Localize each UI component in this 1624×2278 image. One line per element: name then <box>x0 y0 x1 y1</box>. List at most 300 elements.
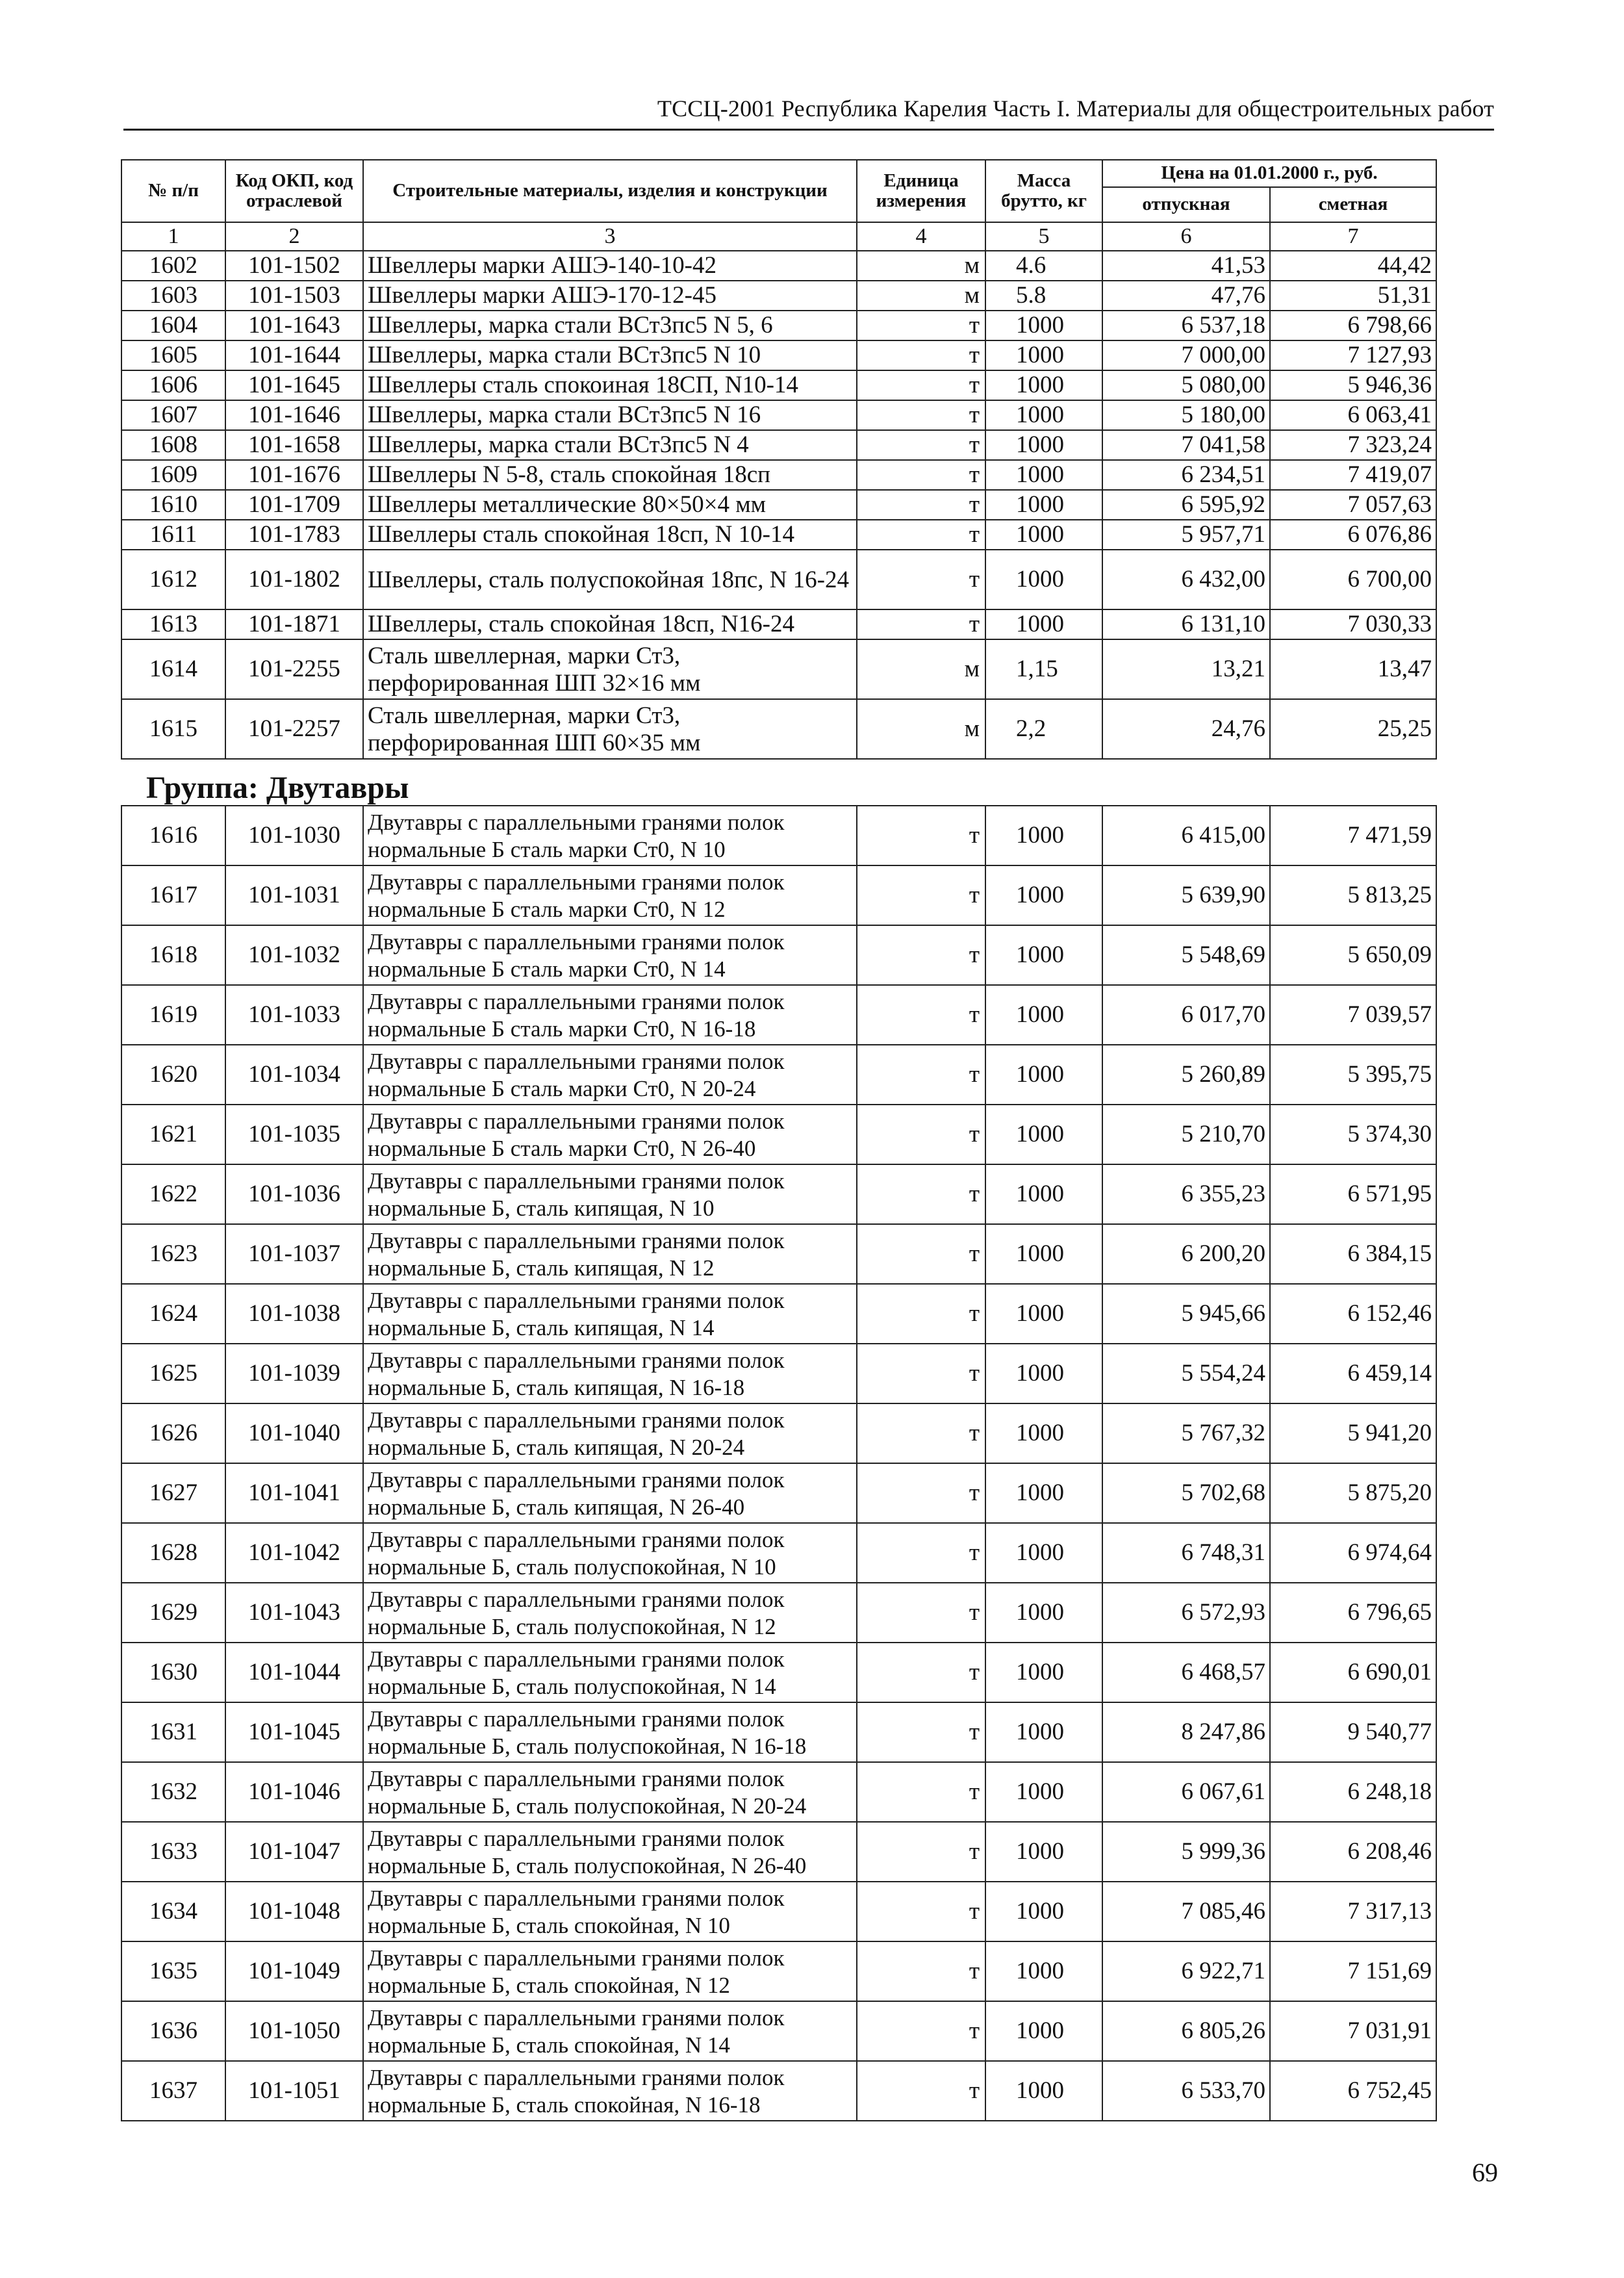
row-number: 1626 <box>121 1403 225 1463</box>
unit: т <box>857 490 985 520</box>
price-estimate: 6 700,00 <box>1270 550 1436 609</box>
row-number: 1602 <box>121 251 225 281</box>
unit: т <box>857 1105 985 1164</box>
gross-mass: 1000 <box>985 1344 1102 1403</box>
column-index: 3 <box>363 222 857 251</box>
materials-table <box>121 159 1437 2121</box>
unit: т <box>857 985 985 1045</box>
unit: т <box>857 1224 985 1284</box>
price-release: 5 260,89 <box>1102 1045 1270 1105</box>
price-release: 5 180,00 <box>1102 400 1270 430</box>
unit: т <box>857 340 985 370</box>
row-number: 1620 <box>121 1045 225 1105</box>
price-estimate: 44,42 <box>1270 251 1436 281</box>
okp-code: 101-1643 <box>225 311 363 340</box>
price-estimate: 5 875,20 <box>1270 1463 1436 1523</box>
price-estimate: 6 076,86 <box>1270 520 1436 550</box>
okp-code: 101-1041 <box>225 1463 363 1523</box>
gross-mass: 1000 <box>985 370 1102 400</box>
group-row <box>121 759 1436 806</box>
table-row <box>121 1702 1436 1762</box>
okp-code: 101-1039 <box>225 1344 363 1403</box>
material-name: Сталь швеллерная, марки Ст3, перфорированная ШП 60×35 мм <box>363 699 857 759</box>
okp-code: 101-2255 <box>225 639 363 699</box>
material-name: Двутавры с параллельными гранями полок нормальные Б, сталь кипящая, N 10 <box>363 1164 857 1224</box>
channel-rows <box>121 251 1436 759</box>
okp-code: 101-1871 <box>225 609 363 639</box>
price-estimate: 7 031,91 <box>1270 2001 1436 2061</box>
price-estimate: 6 248,18 <box>1270 1762 1436 1822</box>
price-release: 5 639,90 <box>1102 865 1270 925</box>
header-price: Цена на 01.01.2000 г., руб. <box>1102 160 1436 187</box>
gross-mass: 1000 <box>985 1882 1102 1941</box>
gross-mass: 1000 <box>985 1523 1102 1583</box>
column-index: 6 <box>1102 222 1270 251</box>
gross-mass: 4.6 <box>985 251 1102 281</box>
gross-mass: 1000 <box>985 1822 1102 1882</box>
unit: т <box>857 925 985 985</box>
table-row <box>121 490 1436 520</box>
price-release: 6 537,18 <box>1102 311 1270 340</box>
price-release: 5 945,66 <box>1102 1284 1270 1344</box>
price-estimate: 7 151,69 <box>1270 1941 1436 2001</box>
okp-code: 101-1646 <box>225 400 363 430</box>
gross-mass: 1000 <box>985 1941 1102 2001</box>
price-estimate: 7 323,24 <box>1270 430 1436 460</box>
okp-code: 101-1783 <box>225 520 363 550</box>
okp-code: 101-1047 <box>225 1822 363 1882</box>
price-release: 6 355,23 <box>1102 1164 1270 1224</box>
table-row <box>121 281 1436 311</box>
okp-code: 101-1030 <box>225 806 363 865</box>
gross-mass: 2,2 <box>985 699 1102 759</box>
okp-code: 101-1038 <box>225 1284 363 1344</box>
page-number: 69 <box>1472 2158 1498 2187</box>
table-row <box>121 550 1436 609</box>
price-release: 5 767,32 <box>1102 1403 1270 1463</box>
material-name: Двутавры с параллельными гранями полок нормальные Б, сталь кипящая, N 14 <box>363 1284 857 1344</box>
material-name: Швеллеры, марка стали ВСт3пс5 N 10 <box>363 340 857 370</box>
table-row <box>121 370 1436 400</box>
table-row <box>121 985 1436 1045</box>
column-index: 1 <box>121 222 225 251</box>
price-release: 6 595,92 <box>1102 490 1270 520</box>
row-number: 1621 <box>121 1105 225 1164</box>
table-row <box>121 1583 1436 1643</box>
price-estimate: 13,47 <box>1270 639 1436 699</box>
table-row <box>121 520 1436 550</box>
gross-mass: 1000 <box>985 400 1102 430</box>
header-name: Строительные материалы, изделия и конструкции <box>363 160 857 222</box>
price-estimate: 7 039,57 <box>1270 985 1436 1045</box>
header-unit: Единица измерения <box>857 160 985 222</box>
row-number: 1614 <box>121 639 225 699</box>
price-estimate: 6 690,01 <box>1270 1643 1436 1702</box>
material-name: Двутавры с параллельными гранями полок нормальные Б, сталь кипящая, N 16-18 <box>363 1344 857 1403</box>
group-title: Группа: Двутавры <box>121 759 1436 806</box>
price-estimate: 7 317,13 <box>1270 1882 1436 1941</box>
ibeam-rows <box>121 806 1436 2121</box>
material-name: Двутавры с параллельными гранями полок нормальные Б сталь марки Ст0, N 20-24 <box>363 1045 857 1105</box>
material-name: Двутавры с параллельными гранями полок нормальные Б, сталь полуспокойная, N 12 <box>363 1583 857 1643</box>
okp-code: 101-1044 <box>225 1643 363 1702</box>
table-row <box>121 1523 1436 1583</box>
okp-code: 101-1045 <box>225 1702 363 1762</box>
okp-code: 101-1046 <box>225 1762 363 1822</box>
material-name: Швеллеры, марка стали ВСт3пс5 N 5, 6 <box>363 311 857 340</box>
row-number: 1608 <box>121 430 225 460</box>
price-release: 6 200,20 <box>1102 1224 1270 1284</box>
gross-mass: 1000 <box>985 609 1102 639</box>
price-release: 5 548,69 <box>1102 925 1270 985</box>
price-estimate: 5 374,30 <box>1270 1105 1436 1164</box>
price-release: 5 702,68 <box>1102 1463 1270 1523</box>
material-name: Сталь швеллерная, марки Ст3, перфорированная ШП 32×16 мм <box>363 639 857 699</box>
gross-mass: 5.8 <box>985 281 1102 311</box>
okp-code: 101-1033 <box>225 985 363 1045</box>
price-release: 13,21 <box>1102 639 1270 699</box>
gross-mass: 1000 <box>985 865 1102 925</box>
header-price-release: отпускная <box>1102 187 1270 222</box>
table-row <box>121 1882 1436 1941</box>
row-number: 1622 <box>121 1164 225 1224</box>
table-row <box>121 2001 1436 2061</box>
unit: т <box>857 550 985 609</box>
gross-mass: 1000 <box>985 1284 1102 1344</box>
price-release: 6 922,71 <box>1102 1941 1270 2001</box>
okp-code: 101-1050 <box>225 2001 363 2061</box>
price-estimate: 5 946,36 <box>1270 370 1436 400</box>
document-title: ТССЦ-2001 Республика Карелия Часть I. Материалы для общестроительных работ <box>657 96 1494 122</box>
material-name: Двутавры с параллельными гранями полок нормальные Б, сталь полуспокойная, N 14 <box>363 1643 857 1702</box>
price-estimate: 6 752,45 <box>1270 2061 1436 2121</box>
material-name: Швеллеры металлические 80×50×4 мм <box>363 490 857 520</box>
table-row <box>121 1941 1436 2001</box>
unit: т <box>857 1882 985 1941</box>
unit: т <box>857 1822 985 1882</box>
row-number: 1612 <box>121 550 225 609</box>
price-release: 6 533,70 <box>1102 2061 1270 2121</box>
table-row <box>121 400 1436 430</box>
table-row <box>121 1403 1436 1463</box>
gross-mass: 1000 <box>985 550 1102 609</box>
unit: т <box>857 806 985 865</box>
table-row <box>121 1164 1436 1224</box>
okp-code: 101-1031 <box>225 865 363 925</box>
row-number: 1610 <box>121 490 225 520</box>
material-name: Двутавры с параллельными гранями полок нормальные Б сталь марки Ст0, N 10 <box>363 806 857 865</box>
unit: т <box>857 430 985 460</box>
material-name: Двутавры с параллельными гранями полок нормальные Б, сталь спокойная, N 16-18 <box>363 2061 857 2121</box>
table-row <box>121 865 1436 925</box>
price-estimate: 6 974,64 <box>1270 1523 1436 1583</box>
price-estimate: 6 796,65 <box>1270 1583 1436 1643</box>
price-estimate: 6 208,46 <box>1270 1822 1436 1882</box>
column-index: 5 <box>985 222 1102 251</box>
price-release: 6 805,26 <box>1102 2001 1270 2061</box>
okp-code: 101-1040 <box>225 1403 363 1463</box>
price-estimate: 6 798,66 <box>1270 311 1436 340</box>
row-number: 1611 <box>121 520 225 550</box>
price-release: 6 415,00 <box>1102 806 1270 865</box>
table-row <box>121 1105 1436 1164</box>
okp-code: 101-1802 <box>225 550 363 609</box>
gross-mass: 1000 <box>985 460 1102 490</box>
unit: т <box>857 1523 985 1583</box>
table-row <box>121 1762 1436 1822</box>
row-number: 1624 <box>121 1284 225 1344</box>
price-estimate: 5 395,75 <box>1270 1045 1436 1105</box>
okp-code: 101-1645 <box>225 370 363 400</box>
gross-mass: 1000 <box>985 1702 1102 1762</box>
material-name: Швеллеры сталь спокойная 18сп, N 10-14 <box>363 520 857 550</box>
price-release: 5 080,00 <box>1102 370 1270 400</box>
price-estimate: 7 057,63 <box>1270 490 1436 520</box>
okp-code: 101-2257 <box>225 699 363 759</box>
gross-mass: 1000 <box>985 2061 1102 2121</box>
price-estimate: 7 419,07 <box>1270 460 1436 490</box>
row-number: 1605 <box>121 340 225 370</box>
gross-mass: 1000 <box>985 430 1102 460</box>
gross-mass: 1000 <box>985 1164 1102 1224</box>
unit: т <box>857 370 985 400</box>
price-estimate: 6 152,46 <box>1270 1284 1436 1344</box>
price-release: 7 085,46 <box>1102 1882 1270 1941</box>
price-release: 7 041,58 <box>1102 430 1270 460</box>
material-name: Двутавры с параллельными гранями полок нормальные Б, сталь спокойная, N 12 <box>363 1941 857 2001</box>
row-number: 1625 <box>121 1344 225 1403</box>
table-row <box>121 925 1436 985</box>
table-row <box>121 1224 1436 1284</box>
price-estimate: 5 650,09 <box>1270 925 1436 985</box>
gross-mass: 1000 <box>985 340 1102 370</box>
unit: т <box>857 311 985 340</box>
price-estimate: 6 459,14 <box>1270 1344 1436 1403</box>
column-index: 2 <box>225 222 363 251</box>
row-number: 1604 <box>121 311 225 340</box>
row-number: 1617 <box>121 865 225 925</box>
okp-code: 101-1644 <box>225 340 363 370</box>
unit: т <box>857 2061 985 2121</box>
row-number: 1616 <box>121 806 225 865</box>
row-number: 1631 <box>121 1702 225 1762</box>
row-number: 1609 <box>121 460 225 490</box>
table-header-row <box>121 160 1436 187</box>
gross-mass: 1000 <box>985 806 1102 865</box>
table-row <box>121 1463 1436 1523</box>
row-number: 1613 <box>121 609 225 639</box>
table-row <box>121 2061 1436 2121</box>
table-row <box>121 1045 1436 1105</box>
table-row <box>121 311 1436 340</box>
price-release: 24,76 <box>1102 699 1270 759</box>
price-estimate: 7 471,59 <box>1270 806 1436 865</box>
okp-code: 101-1503 <box>225 281 363 311</box>
unit: т <box>857 1284 985 1344</box>
okp-code: 101-1676 <box>225 460 363 490</box>
column-index: 4 <box>857 222 985 251</box>
unit: т <box>857 1463 985 1523</box>
price-release: 6 748,31 <box>1102 1523 1270 1583</box>
okp-code: 101-1709 <box>225 490 363 520</box>
gross-mass: 1000 <box>985 311 1102 340</box>
header-price-estimate: сметная <box>1270 187 1436 222</box>
material-name: Двутавры с параллельными гранями полок нормальные Б сталь марки Ст0, N 12 <box>363 865 857 925</box>
unit: т <box>857 1762 985 1822</box>
unit: т <box>857 1702 985 1762</box>
okp-code: 101-1502 <box>225 251 363 281</box>
gross-mass: 1000 <box>985 1643 1102 1702</box>
price-estimate: 9 540,77 <box>1270 1702 1436 1762</box>
unit: т <box>857 1643 985 1702</box>
okp-code: 101-1032 <box>225 925 363 985</box>
row-number: 1623 <box>121 1224 225 1284</box>
gross-mass: 1000 <box>985 1045 1102 1105</box>
unit: т <box>857 1941 985 2001</box>
price-estimate: 5 941,20 <box>1270 1403 1436 1463</box>
okp-code: 101-1034 <box>225 1045 363 1105</box>
material-name: Швеллеры, сталь спокойная 18сп, N16-24 <box>363 609 857 639</box>
price-release: 8 247,86 <box>1102 1702 1270 1762</box>
price-release: 5 210,70 <box>1102 1105 1270 1164</box>
row-number: 1603 <box>121 281 225 311</box>
row-number: 1634 <box>121 1882 225 1941</box>
unit: м <box>857 639 985 699</box>
unit: т <box>857 1045 985 1105</box>
gross-mass: 1000 <box>985 985 1102 1045</box>
okp-code: 101-1049 <box>225 1941 363 2001</box>
material-name: Двутавры с параллельными гранями полок нормальные Б, сталь полуспокойная, N 16-18 <box>363 1702 857 1762</box>
unit: т <box>857 609 985 639</box>
material-name: Двутавры с параллельными гранями полок нормальные Б, сталь полуспокойная, N 10 <box>363 1523 857 1583</box>
okp-code: 101-1048 <box>225 1882 363 1941</box>
header-mass: Масса брутто, кг <box>985 160 1102 222</box>
okp-code: 101-1658 <box>225 430 363 460</box>
gross-mass: 1000 <box>985 1463 1102 1523</box>
page-header <box>123 90 1494 131</box>
unit: т <box>857 2001 985 2061</box>
row-number: 1635 <box>121 1941 225 2001</box>
price-release: 5 999,36 <box>1102 1822 1270 1882</box>
material-name: Двутавры с параллельными гранями полок нормальные Б сталь марки Ст0, N 16-18 <box>363 985 857 1045</box>
gross-mass: 1000 <box>985 1224 1102 1284</box>
row-number: 1629 <box>121 1583 225 1643</box>
material-name: Двутавры с параллельными гранями полок нормальные Б, сталь полуспокойная, N 20-24 <box>363 1762 857 1822</box>
unit: т <box>857 400 985 430</box>
column-index: 7 <box>1270 222 1436 251</box>
gross-mass: 1000 <box>985 1762 1102 1822</box>
header-num: № п/п <box>121 160 225 222</box>
table-row <box>121 340 1436 370</box>
price-release: 6 432,00 <box>1102 550 1270 609</box>
price-release: 47,76 <box>1102 281 1270 311</box>
unit: т <box>857 1344 985 1403</box>
okp-code: 101-1035 <box>225 1105 363 1164</box>
material-name: Двутавры с параллельными гранями полок нормальные Б, сталь кипящая, N 20-24 <box>363 1403 857 1463</box>
row-number: 1627 <box>121 1463 225 1523</box>
gross-mass: 1000 <box>985 925 1102 985</box>
okp-code: 101-1042 <box>225 1523 363 1583</box>
material-name: Швеллеры марки АШЭ-170-12-45 <box>363 281 857 311</box>
okp-code: 101-1036 <box>225 1164 363 1224</box>
price-estimate: 6 384,15 <box>1270 1224 1436 1284</box>
material-name: Двутавры с параллельными гранями полок нормальные Б сталь марки Ст0, N 26-40 <box>363 1105 857 1164</box>
material-name: Двутавры с параллельными гранями полок нормальные Б, сталь кипящая, N 26-40 <box>363 1463 857 1523</box>
price-estimate: 6 571,95 <box>1270 1164 1436 1224</box>
price-estimate: 7 030,33 <box>1270 609 1436 639</box>
header-code: Код ОКП, код отраслевой <box>225 160 363 222</box>
gross-mass: 1000 <box>985 490 1102 520</box>
table-row <box>121 1284 1436 1344</box>
price-estimate: 51,31 <box>1270 281 1436 311</box>
material-name: Швеллеры, марка стали ВСт3пс5 N 16 <box>363 400 857 430</box>
row-number: 1636 <box>121 2001 225 2061</box>
row-number: 1618 <box>121 925 225 985</box>
gross-mass: 1000 <box>985 1583 1102 1643</box>
price-release: 6 131,10 <box>1102 609 1270 639</box>
table-row <box>121 609 1436 639</box>
price-release: 7 000,00 <box>1102 340 1270 370</box>
unit: м <box>857 281 985 311</box>
table-row <box>121 699 1436 759</box>
unit: м <box>857 251 985 281</box>
price-estimate: 5 813,25 <box>1270 865 1436 925</box>
okp-code: 101-1051 <box>225 2061 363 2121</box>
unit: т <box>857 1403 985 1463</box>
material-name: Двутавры с параллельными гранями полок нормальные Б, сталь кипящая, N 12 <box>363 1224 857 1284</box>
price-estimate: 7 127,93 <box>1270 340 1436 370</box>
table-row <box>121 806 1436 865</box>
unit: т <box>857 460 985 490</box>
gross-mass: 1000 <box>985 2001 1102 2061</box>
price-estimate: 6 063,41 <box>1270 400 1436 430</box>
gross-mass: 1000 <box>985 520 1102 550</box>
unit: т <box>857 865 985 925</box>
row-number: 1619 <box>121 985 225 1045</box>
table-row <box>121 1344 1436 1403</box>
unit: т <box>857 1164 985 1224</box>
price-release: 6 067,61 <box>1102 1762 1270 1822</box>
material-name: Двутавры с параллельными гранями полок нормальные Б, сталь спокойная, N 10 <box>363 1882 857 1941</box>
row-number: 1615 <box>121 699 225 759</box>
row-number: 1630 <box>121 1643 225 1702</box>
table-row <box>121 430 1436 460</box>
row-number: 1632 <box>121 1762 225 1822</box>
unit: м <box>857 699 985 759</box>
gross-mass: 1000 <box>985 1403 1102 1463</box>
table-row <box>121 251 1436 281</box>
gross-mass: 1,15 <box>985 639 1102 699</box>
column-index-row <box>121 222 1436 251</box>
price-release: 41,53 <box>1102 251 1270 281</box>
price-release: 6 468,57 <box>1102 1643 1270 1702</box>
table-row <box>121 460 1436 490</box>
price-release: 6 017,70 <box>1102 985 1270 1045</box>
price-estimate: 25,25 <box>1270 699 1436 759</box>
material-name: Швеллеры марки АШЭ-140-10-42 <box>363 251 857 281</box>
gross-mass: 1000 <box>985 1105 1102 1164</box>
row-number: 1637 <box>121 2061 225 2121</box>
okp-code: 101-1037 <box>225 1224 363 1284</box>
material-name: Швеллеры, марка стали ВСт3пс5 N 4 <box>363 430 857 460</box>
price-release: 6 572,93 <box>1102 1583 1270 1643</box>
material-name: Двутавры с параллельными гранями полок нормальные Б сталь марки Ст0, N 14 <box>363 925 857 985</box>
row-number: 1607 <box>121 400 225 430</box>
material-name: Двутавры с параллельными гранями полок нормальные Б, сталь полуспокойная, N 26-40 <box>363 1822 857 1882</box>
table-row <box>121 1822 1436 1882</box>
material-name: Двутавры с параллельными гранями полок нормальные Б, сталь спокойная, N 14 <box>363 2001 857 2061</box>
row-number: 1633 <box>121 1822 225 1882</box>
